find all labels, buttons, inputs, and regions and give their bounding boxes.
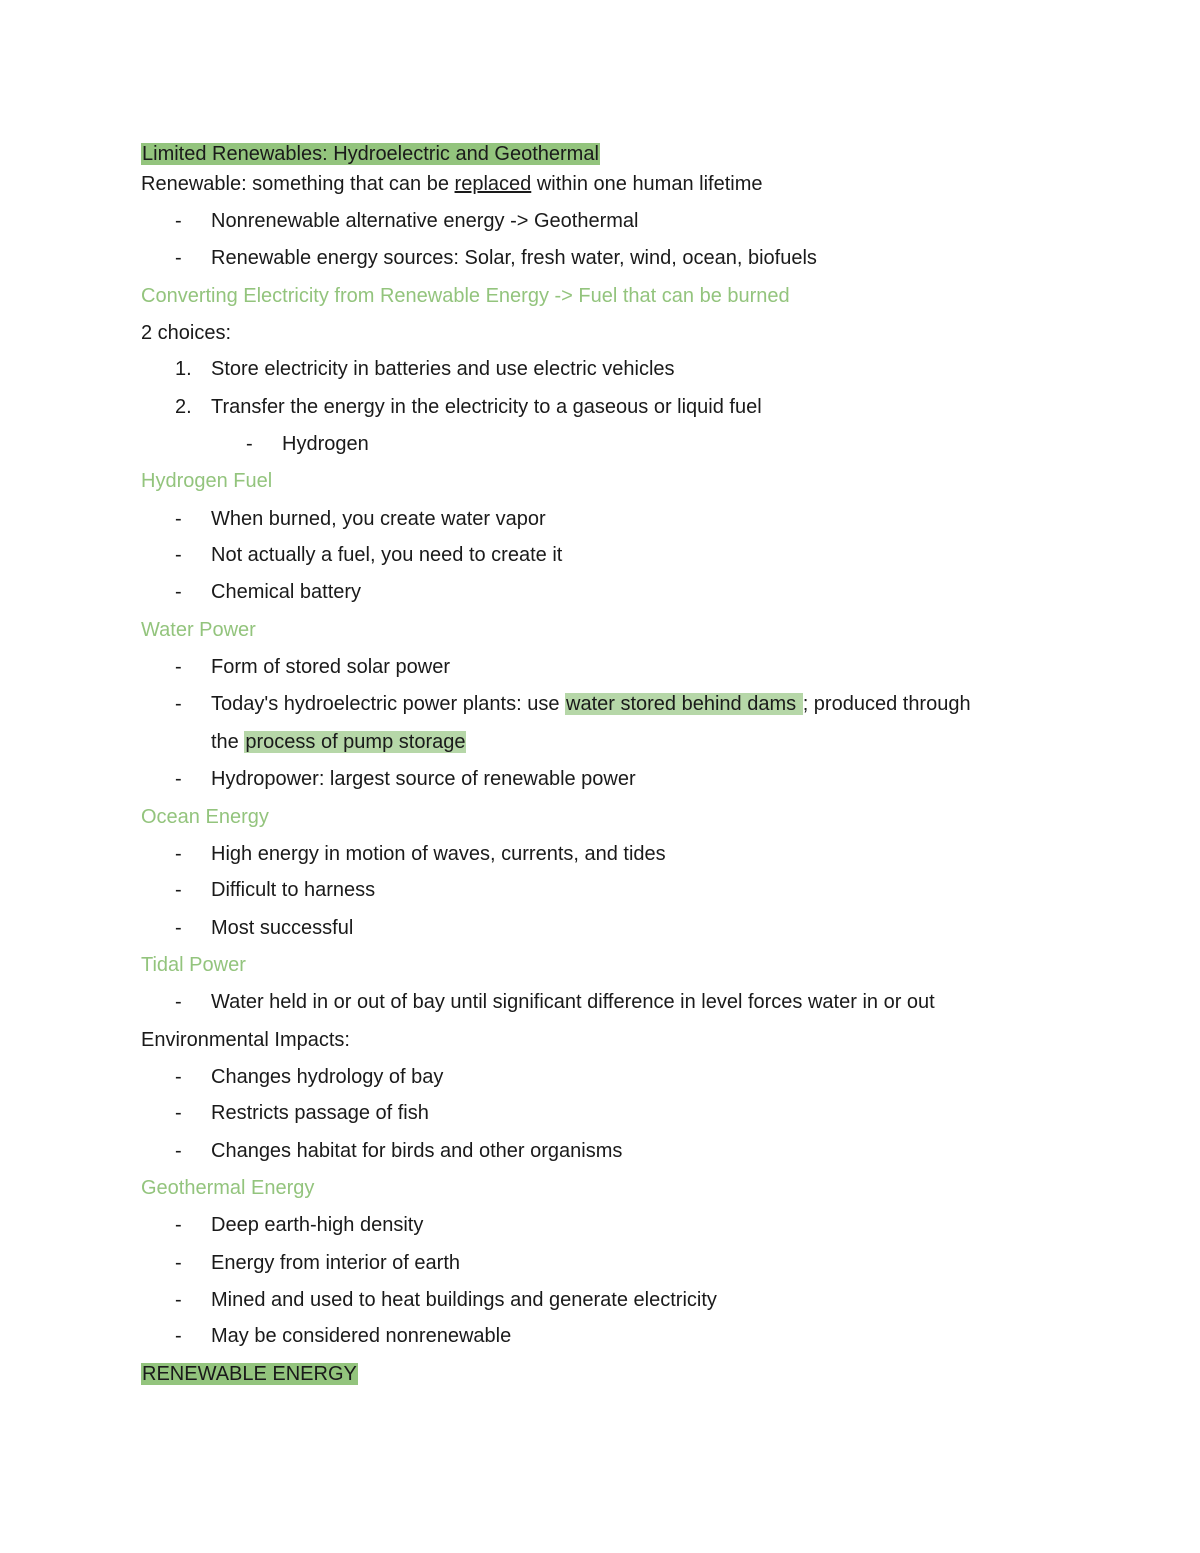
bullet-marker: - [175, 917, 182, 939]
bullet-marker: - [175, 581, 182, 603]
choices-intro: 2 choices: [141, 322, 232, 344]
bullet-marker: - [175, 879, 182, 901]
bullet-marker: - [175, 544, 182, 566]
title-highlight: Limited Renewables: Hydroelectric and Geothermal [142, 143, 599, 165]
highlight-dams: water stored behind dams [566, 693, 802, 715]
hydro-text: Today's hydroelectric power plants: use [211, 693, 565, 715]
list-item-hydroelectric [211, 691, 971, 717]
list-item: Deep earth-high density [211, 1214, 424, 1236]
bullet-marker: - [175, 1252, 182, 1274]
definition-text-end: within one human lifetime [531, 173, 763, 195]
list-item: High energy in motion of waves, currents, and tides [211, 843, 666, 865]
bullet-marker: - [175, 768, 182, 790]
document-title [141, 141, 600, 167]
bullet-marker: - [175, 693, 182, 715]
list-item: Nonrenewable alternative energy -> Geothermal [211, 210, 639, 232]
bullet-marker: - [175, 1102, 182, 1124]
list-item: Water held in or out of bay until significant difference in level forces water in or out [211, 991, 935, 1013]
list-item: Mined and used to heat buildings and generate electricity [211, 1289, 717, 1311]
list-item: Changes hydrology of bay [211, 1066, 444, 1088]
bullet-marker: - [175, 656, 182, 678]
definition-text: Renewable: something that can be [141, 173, 455, 195]
list-item: Most successful [211, 917, 354, 939]
list-item: Form of stored solar power [211, 656, 450, 678]
list-item: Energy from interior of earth [211, 1252, 460, 1274]
bullet-marker: - [175, 1140, 182, 1162]
highlight-pump-storage: process of pump storage [245, 731, 466, 753]
bullet-marker: - [175, 1289, 182, 1311]
section-heading-converting: Converting Electricity from Renewable Energy -> Fuel that can be burned [141, 285, 790, 307]
section-heading-hydrogen: Hydrogen Fuel [141, 470, 273, 492]
list-item-continuation [211, 729, 466, 755]
section-heading-ocean: Ocean Energy [141, 806, 269, 828]
bullet-marker: - [175, 508, 182, 530]
continuation-text: the [211, 731, 245, 753]
bullet-marker: - [175, 1325, 182, 1347]
bullet-marker: - [175, 1066, 182, 1088]
hydro-text-end: ; produced through [802, 693, 971, 715]
section-heading-water: Water Power [141, 619, 256, 641]
bullet-marker: - [175, 843, 182, 865]
list-number: 2. [175, 396, 192, 418]
list-item: Difficult to harness [211, 879, 376, 901]
section-heading-geothermal: Geothermal Energy [141, 1177, 315, 1199]
list-item: Chemical battery [211, 581, 362, 603]
sub-list-item: Hydrogen [282, 433, 369, 455]
numbered-item: Store electricity in batteries and use electric vehicles [211, 358, 675, 380]
list-item: Changes habitat for birds and other organisms [211, 1140, 623, 1162]
numbered-item: Transfer the energy in the electricity to a gaseous or liquid fuel [211, 396, 762, 418]
renewable-definition [141, 171, 763, 197]
definition-underlined-word: replaced [454, 173, 532, 195]
list-item: Not actually a fuel, you need to create it [211, 544, 563, 566]
impacts-label: Environmental Impacts: [141, 1029, 350, 1051]
bullet-marker: - [175, 210, 182, 232]
bullet-marker: - [175, 1214, 182, 1236]
footer-heading [141, 1361, 358, 1387]
section-heading-tidal: Tidal Power [141, 954, 246, 976]
list-item: Renewable energy sources: Solar, fresh water, wind, ocean, biofuels [211, 247, 817, 269]
bullet-marker: - [246, 433, 253, 455]
list-item: When burned, you create water vapor [211, 508, 546, 530]
bullet-marker: - [175, 247, 182, 269]
list-item: May be considered nonrenewable [211, 1325, 512, 1347]
footer-highlight: RENEWABLE ENERGY [142, 1363, 357, 1385]
bullet-marker: - [175, 991, 182, 1013]
list-number: 1. [175, 358, 192, 380]
list-item: Restricts passage of fish [211, 1102, 429, 1124]
list-item: Hydropower: largest source of renewable power [211, 768, 636, 790]
